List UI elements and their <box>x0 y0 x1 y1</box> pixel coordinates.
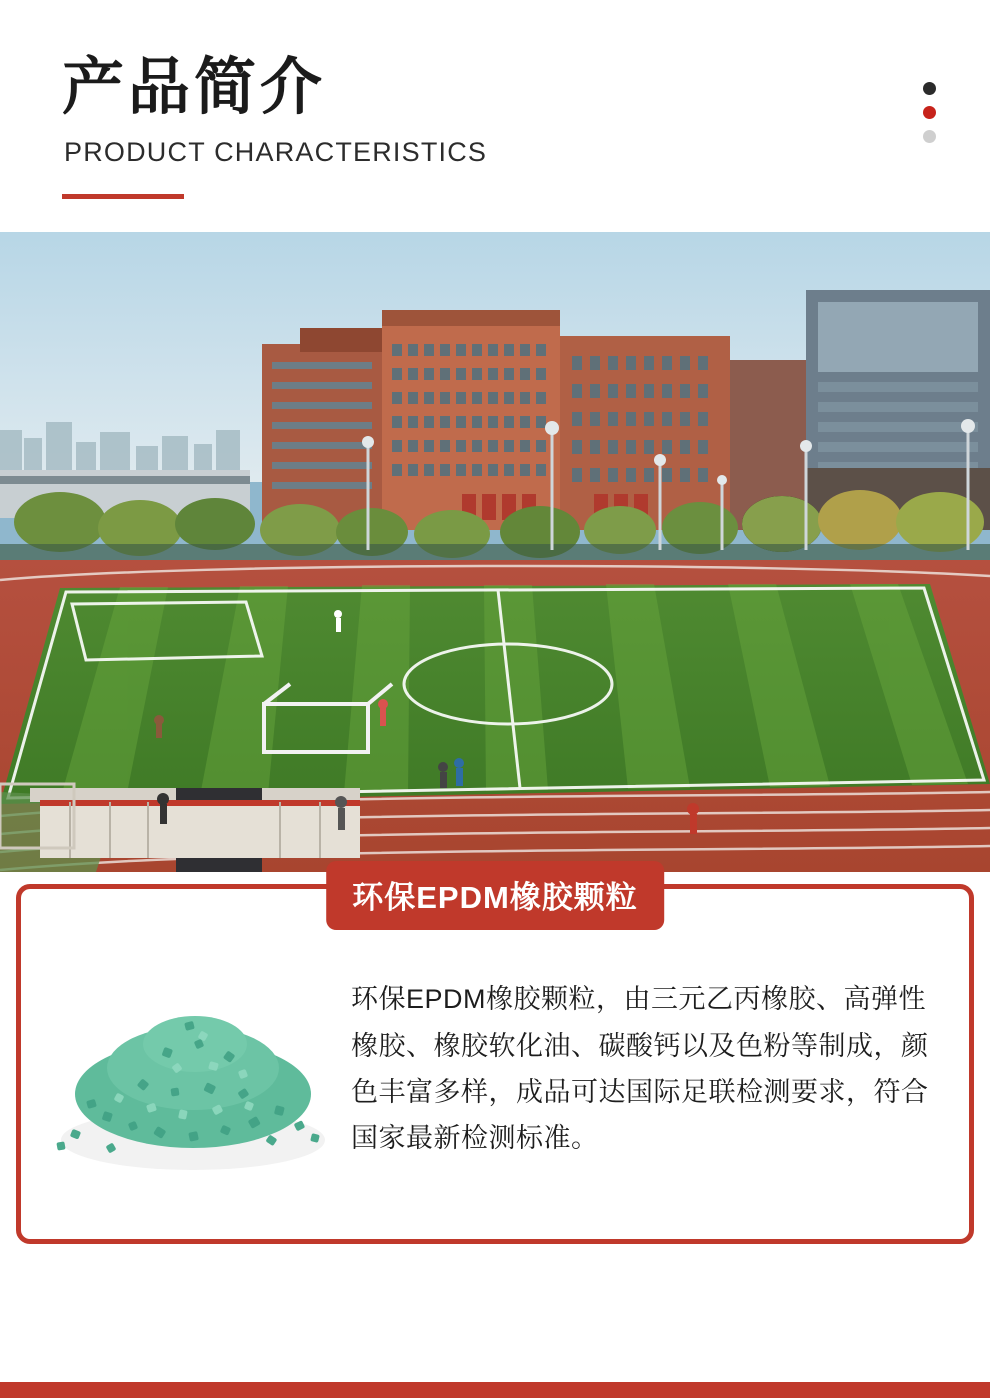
decorative-dots <box>923 82 936 143</box>
product-badge: 环保EPDM橡胶颗粒 <box>326 861 664 930</box>
page-title: 产品简介 <box>62 53 327 122</box>
page-subtitle: PRODUCT CHARACTERISTICS <box>64 137 488 168</box>
dot-red-icon <box>923 106 936 119</box>
page-header <box>0 0 990 232</box>
product-card-body <box>21 889 969 1239</box>
product-card <box>16 880 974 1244</box>
sports-field-photo <box>0 232 990 872</box>
dot-grey-icon <box>923 130 936 143</box>
title-underline <box>62 194 184 199</box>
dot-dark-icon <box>923 82 936 95</box>
granules-illustration <box>43 944 343 1194</box>
product-description: 环保EPDM橡胶颗粒，由三元乙丙橡胶、高弹性橡胶、橡胶软化油、碳酸钙以及色粉等制成，颜色丰富多样，成品可达国际足联检测要求，符合国家最新检测标准。 <box>351 984 929 1154</box>
bottom-accent-bar <box>0 1382 990 1398</box>
epdm-granules-photo <box>43 944 343 1194</box>
sports-field-illustration <box>0 232 990 872</box>
